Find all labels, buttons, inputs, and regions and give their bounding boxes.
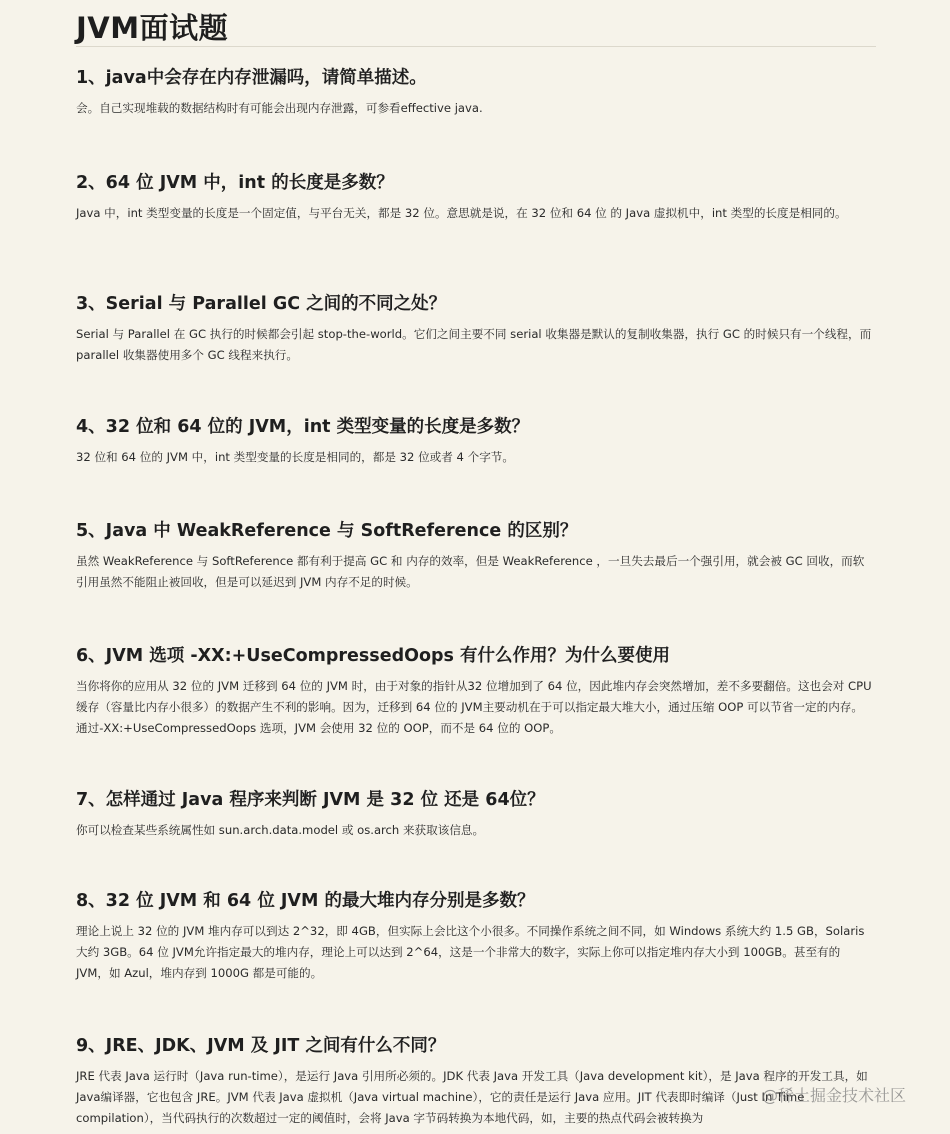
- answer-text: 你可以检查某些系统属性如 sun.arch.data.model 或 os.arch 来获取该信息。: [76, 823, 485, 837]
- question-heading: 2、64 位 JVM 中，int 的长度是多数？: [76, 173, 394, 193]
- answer-text: 当你将你的应用从 32 位的 JVM 迁移到 64 位的 JVM 时，由于对象的指针从32 位增加到了 64 位，因此堆内存会突然增加，差不多要翻倍。这也会对 CPU缓存（容量比内存小很多）的数据产生不利的影响。因为，迁移到 64 位的 JVM主要动机在于可以指定最大堆大小，通过压缩 OOP 可以节省一定的内存。通过-XX:+UseCompressedOops 选项，JVM 会使用 32 位的 OOP，而不是 64 位的 OOP。: [76, 679, 872, 735]
- answer-text: Java 中，int 类型变量的长度是一个固定值，与平台无关，都是 32 位。意思就是说，在 32 位和 64 位 的 Java 虚拟机中，int 类型的长度是相同的。: [76, 206, 847, 220]
- qa-item: [76, 788, 876, 841]
- question-heading: 5、Java 中 WeakReference 与 SoftReference 的区别？: [76, 521, 578, 541]
- qa-item: [76, 1034, 876, 1129]
- watermark: [762, 1083, 906, 1106]
- question-heading: 1、java中会存在内存泄漏吗，请简单描述。: [76, 68, 427, 88]
- answer-text: 虽然 WeakReference 与 SoftReference 都有利于提高 GC 和 内存的效率，但是 WeakReference ，一旦失去最后一个强引用，就会被 GC 回收，而软引用虽然不能阻止被回收，但是可以延迟到 JVM 内存不足的时候。: [76, 554, 865, 589]
- answer-text: Serial 与 Parallel 在 GC 执行的时候都会引起 stop-the-world。它们之间主要不同 serial 收集器是默认的复制收集器，执行 GC 的时候只有一个线程，而parallel 收集器使用多个 GC 线程来执行。: [76, 327, 872, 362]
- watermark-text: @稀土掘金技术社区: [762, 1086, 907, 1105]
- question-heading: 6、JVM 选项 -XX:+UseCompressedOops 有什么作用？为什么要使用: [76, 646, 671, 666]
- answer-text: 理论上说上 32 位的 JVM 堆内存可以到达 2^32，即 4GB，但实际上会比这个小很多。不同操作系统之间不同，如 Windows 系统大约 1.5 GB，Solaris 大约 3GB。64 位 JVM允许指定最大的堆内存，理论上可以达到 2^64，这是一个非常大的数字，实际上你可以指定堆内存大小到 100GB。甚至有的 JVM，如 Azul，堆内存到 1000G 都是可能的。: [76, 924, 865, 980]
- question-heading: 7、怎样通过 Java 程序来判断 JVM 是 32 位 还是 64位？: [76, 790, 545, 810]
- title-divider: [76, 46, 876, 47]
- question-heading: 4、32 位和 64 位的 JVM，int 类型变量的长度是多数？: [76, 417, 530, 437]
- answer-text: 32 位和 64 位的 JVM 中，int 类型变量的长度是相同的，都是 32 位或者 4 个字节。: [76, 450, 514, 464]
- answer-text: 会。自己实现堆载的数据结构时有可能会出现内存泄露，可参看effective java.: [76, 101, 483, 115]
- answer-text: JRE 代表 Java 运行时（Java run-time），是运行 Java 引用所必须的。JDK 代表 Java 开发工具（Java development kit），是 Java 程序的开发工具，如 Java编译器，它也包含 JRE。JVM 代表 Java 虚拟机（Java virtual machine），它的责任是运行 Java 应用。JIT 代表即时编译（Just In Time compilation），当代码执行的次数超过一定的阈值时，会将 Java 字节码转换为本地代码，如，主要的热点代码会被转换为: [76, 1069, 868, 1125]
- question-heading: 8、32 位 JVM 和 64 位 JVM 的最大堆内存分别是多数？: [76, 891, 535, 911]
- qa-item: [76, 66, 876, 119]
- qa-item: [76, 889, 876, 984]
- qa-item: [76, 292, 876, 366]
- question-heading: 3、Serial 与 Parallel GC 之间的不同之处？: [76, 294, 447, 314]
- qa-item: [76, 519, 876, 593]
- qa-item: [76, 415, 876, 468]
- qa-item: [76, 171, 876, 224]
- qa-item: [76, 644, 876, 739]
- question-heading: 9、JRE、JDK、JVM 及 JIT 之间有什么不同？: [76, 1036, 446, 1056]
- page-title: JVM面试题: [76, 11, 229, 45]
